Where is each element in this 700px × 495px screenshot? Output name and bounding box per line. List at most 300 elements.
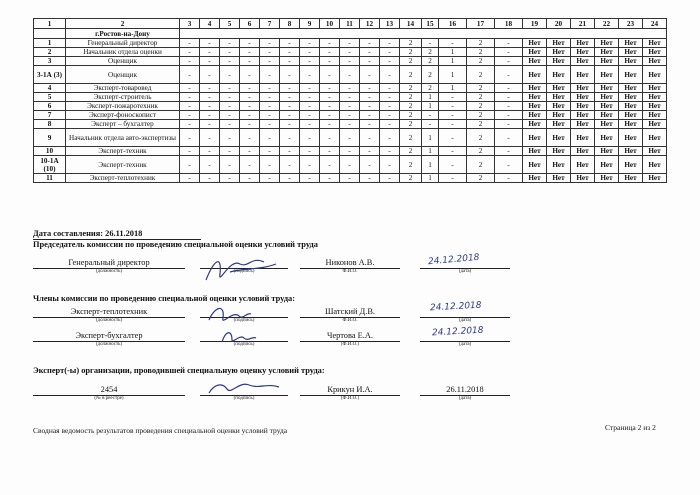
value-cell: Нет	[523, 48, 547, 57]
value-cell: Нет	[547, 39, 571, 48]
value-cell: -	[220, 129, 240, 147]
value-cell: -	[320, 174, 340, 183]
value-cell: -	[200, 147, 220, 156]
value-cell: -	[320, 102, 340, 111]
value-cell: -	[439, 174, 467, 183]
table-row	[34, 93, 667, 102]
row-number: 10-1А (10)	[34, 156, 66, 174]
value-cell: 2	[400, 66, 422, 84]
value-cell: -	[280, 102, 300, 111]
position-name: Эксперт-товаровед	[66, 84, 180, 93]
value-cell: -	[260, 120, 280, 129]
value-cell: -	[240, 174, 260, 183]
value-cell: Нет	[523, 66, 547, 84]
value-cell: -	[260, 84, 280, 93]
value-cell: -	[280, 66, 300, 84]
value-cell: Нет	[571, 66, 595, 84]
position-name: Оценщик	[66, 57, 180, 66]
value-cell: Нет	[523, 129, 547, 147]
value-cell: -	[280, 111, 300, 120]
header-cell: 9	[300, 19, 320, 29]
value-cell: -	[380, 147, 400, 156]
value-cell: Нет	[619, 111, 643, 120]
value-cell: Нет	[619, 48, 643, 57]
value-cell: Нет	[619, 39, 643, 48]
value-cell: Нет	[619, 102, 643, 111]
caption-signature: (подпись)	[233, 269, 255, 274]
value-cell: 2	[400, 39, 422, 48]
chairman-date-handwritten: 24.12.2018	[427, 252, 480, 268]
value-cell: Нет	[547, 129, 571, 147]
value-cell: -	[240, 129, 260, 147]
value-cell: Нет	[643, 84, 667, 93]
value-cell: -	[340, 156, 360, 174]
value-cell: Нет	[547, 48, 571, 57]
value-cell: 2	[467, 39, 495, 48]
value-cell: -	[220, 84, 240, 93]
header-cell: 8	[280, 19, 300, 29]
value-cell: -	[180, 57, 200, 66]
header-cell: 1	[34, 19, 66, 29]
value-cell: Нет	[571, 111, 595, 120]
position-name: Эксперт-пожаротехник	[66, 102, 180, 111]
value-cell: -	[320, 48, 340, 57]
caption-fio: (Ф.И.О.)	[340, 342, 360, 347]
value-cell: -	[380, 66, 400, 84]
value-cell: Нет	[571, 129, 595, 147]
value-cell: -	[300, 39, 320, 48]
value-cell: -	[495, 39, 523, 48]
value-cell: Нет	[595, 111, 619, 120]
value-cell: -	[320, 129, 340, 147]
expert-heading: Эксперт(-ы) организации, проводившей специальную оценку условий труда:	[33, 366, 325, 375]
expert-date: 26.11.2018	[446, 385, 484, 394]
value-cell: -	[380, 84, 400, 93]
value-cell: 1	[422, 156, 439, 174]
value-cell: -	[320, 147, 340, 156]
value-cell: Нет	[571, 102, 595, 111]
header-cell: 12	[360, 19, 380, 29]
value-cell: -	[340, 93, 360, 102]
row-number: 10	[34, 147, 66, 156]
value-cell: -	[320, 57, 340, 66]
value-cell: -	[320, 156, 340, 174]
value-cell: -	[422, 39, 439, 48]
value-cell: Нет	[547, 174, 571, 183]
value-cell: -	[260, 174, 280, 183]
value-cell: -	[280, 57, 300, 66]
value-cell: -	[320, 93, 340, 102]
value-cell: Нет	[571, 120, 595, 129]
value-cell: 2	[467, 156, 495, 174]
header-cell: 17	[467, 19, 495, 29]
caption-position: (должность)	[95, 342, 123, 347]
value-cell: -	[220, 48, 240, 57]
value-cell: -	[439, 120, 467, 129]
value-cell: Нет	[619, 57, 643, 66]
value-cell: -	[300, 84, 320, 93]
value-cell: -	[360, 39, 380, 48]
value-cell: Нет	[595, 93, 619, 102]
value-cell: -	[439, 102, 467, 111]
table-row	[34, 129, 667, 147]
header-cell: 4	[200, 19, 220, 29]
value-cell: 2	[467, 48, 495, 57]
value-cell: -	[260, 111, 280, 120]
value-cell: -	[240, 84, 260, 93]
value-cell: -	[240, 102, 260, 111]
value-cell: -	[380, 48, 400, 57]
value-cell: -	[180, 93, 200, 102]
value-cell: -	[340, 120, 360, 129]
value-cell: Нет	[547, 156, 571, 174]
value-cell: Нет	[619, 129, 643, 147]
value-cell: Нет	[619, 84, 643, 93]
value-cell: -	[260, 48, 280, 57]
value-cell: -	[495, 57, 523, 66]
value-cell: -	[380, 111, 400, 120]
value-cell: Нет	[643, 111, 667, 120]
value-cell: -	[220, 102, 240, 111]
position-name: Начальник отдела авто-экспертизы	[66, 129, 180, 147]
position-name: Генеральный директор	[66, 39, 180, 48]
value-cell: -	[495, 93, 523, 102]
value-cell: -	[240, 39, 260, 48]
value-cell: 1	[439, 66, 467, 84]
value-cell: -	[220, 147, 240, 156]
value-cell: -	[360, 111, 380, 120]
value-cell: 2	[400, 102, 422, 111]
expert-signature-icon	[205, 375, 285, 405]
value-cell: -	[280, 48, 300, 57]
value-cell: Нет	[643, 48, 667, 57]
value-cell: -	[340, 174, 360, 183]
header-cell: 7	[260, 19, 280, 29]
value-cell: -	[280, 84, 300, 93]
value-cell: -	[360, 174, 380, 183]
value-cell: 2	[400, 156, 422, 174]
value-cell: Нет	[523, 120, 547, 129]
value-cell: -	[180, 39, 200, 48]
value-cell: -	[320, 111, 340, 120]
value-cell: -	[300, 111, 320, 120]
value-cell: -	[260, 129, 280, 147]
value-cell: 2	[467, 111, 495, 120]
value-cell: Нет	[523, 39, 547, 48]
table-row	[34, 57, 667, 66]
value-cell: -	[380, 129, 400, 147]
value-cell: Нет	[619, 120, 643, 129]
value-cell: Нет	[547, 93, 571, 102]
value-cell: 2	[467, 129, 495, 147]
value-cell: -	[300, 174, 320, 183]
position-name: Эксперт-фоноскопист	[66, 111, 180, 120]
value-cell: -	[380, 39, 400, 48]
value-cell: 2	[400, 48, 422, 57]
page-number: Страница 2 из 2	[605, 423, 656, 432]
value-cell: -	[300, 57, 320, 66]
chairman-signature-icon	[200, 250, 280, 290]
value-cell: Нет	[619, 174, 643, 183]
value-cell: Нет	[523, 156, 547, 174]
value-cell: Нет	[547, 57, 571, 66]
value-cell: Нет	[571, 84, 595, 93]
value-cell: Нет	[547, 111, 571, 120]
value-cell: -	[495, 174, 523, 183]
value-cell: -	[340, 39, 360, 48]
value-cell: Нет	[523, 174, 547, 183]
value-cell: -	[260, 57, 280, 66]
value-cell: -	[220, 66, 240, 84]
value-cell: -	[220, 39, 240, 48]
value-cell: -	[495, 66, 523, 84]
header-cell: 18	[495, 19, 523, 29]
value-cell: -	[200, 93, 220, 102]
value-cell: Нет	[643, 93, 667, 102]
value-cell: 2	[422, 48, 439, 57]
value-cell: -	[300, 93, 320, 102]
value-cell: Нет	[523, 111, 547, 120]
value-cell: Нет	[595, 66, 619, 84]
header-cell: 19	[523, 19, 547, 29]
value-cell: 2	[400, 129, 422, 147]
caption-position: (должность)	[95, 318, 123, 323]
table-header-row	[34, 19, 667, 29]
value-cell: 2	[467, 174, 495, 183]
value-cell: 2	[422, 57, 439, 66]
value-cell: Нет	[571, 57, 595, 66]
value-cell: -	[340, 129, 360, 147]
member-2-position: Эксперт-бухгалтер	[75, 331, 143, 340]
caption-signature: (подпись)	[233, 396, 255, 401]
value-cell: -	[320, 39, 340, 48]
table-row	[34, 102, 667, 111]
value-cell: Нет	[547, 66, 571, 84]
value-cell: -	[300, 147, 320, 156]
value-cell: -	[200, 156, 220, 174]
value-cell: Нет	[595, 84, 619, 93]
value-cell: Нет	[595, 102, 619, 111]
value-cell: -	[220, 156, 240, 174]
value-cell: -	[200, 111, 220, 120]
value-cell: -	[439, 156, 467, 174]
row-number: 1	[34, 39, 66, 48]
value-cell: -	[280, 129, 300, 147]
header-cell: 24	[643, 19, 667, 29]
value-cell: 2	[467, 102, 495, 111]
value-cell: Нет	[643, 129, 667, 147]
table-row	[34, 147, 667, 156]
position-name: Эксперт-техник	[66, 147, 180, 156]
value-cell: -	[360, 102, 380, 111]
value-cell: -	[220, 174, 240, 183]
value-cell: -	[300, 48, 320, 57]
value-cell: -	[320, 84, 340, 93]
value-cell: -	[180, 66, 200, 84]
value-cell: Нет	[619, 147, 643, 156]
value-cell: -	[495, 102, 523, 111]
value-cell: -	[180, 147, 200, 156]
value-cell: Нет	[595, 48, 619, 57]
member-1-date-handwritten: 24.12.2018	[429, 300, 482, 314]
value-cell: 2	[400, 57, 422, 66]
table-row	[34, 120, 667, 129]
header-cell: 16	[439, 19, 467, 29]
row-number: 8	[34, 120, 66, 129]
value-cell: -	[200, 120, 220, 129]
value-cell: -	[240, 156, 260, 174]
value-cell: 1	[422, 93, 439, 102]
value-cell: 1	[439, 48, 467, 57]
value-cell: Нет	[619, 66, 643, 84]
value-cell: 2	[400, 147, 422, 156]
value-cell: -	[360, 120, 380, 129]
value-cell: -	[360, 84, 380, 93]
value-cell: -	[180, 120, 200, 129]
value-cell: Нет	[523, 147, 547, 156]
value-cell: -	[439, 111, 467, 120]
row-number: 3	[34, 57, 66, 66]
header-cell: 22	[595, 19, 619, 29]
value-cell: Нет	[643, 120, 667, 129]
value-cell: -	[300, 156, 320, 174]
value-cell: -	[495, 48, 523, 57]
row-number: 2	[34, 48, 66, 57]
caption-signature: (подпись)	[233, 318, 255, 323]
value-cell: -	[200, 84, 220, 93]
position-name: Эксперт-техник	[66, 156, 180, 174]
value-cell: -	[200, 174, 220, 183]
position-name: Эксперт – бухгалтер	[66, 120, 180, 129]
caption-fio: Ф.И.О.	[342, 269, 358, 274]
value-cell: -	[260, 156, 280, 174]
value-cell: 2	[467, 57, 495, 66]
value-cell: -	[280, 147, 300, 156]
value-cell: 2	[467, 147, 495, 156]
value-cell: -	[360, 93, 380, 102]
value-cell: Нет	[643, 174, 667, 183]
value-cell: -	[360, 57, 380, 66]
value-cell: 1	[422, 174, 439, 183]
chairman-heading: Председатель комиссии по проведению специальной оценки условий труда	[33, 240, 318, 249]
value-cell: 2	[467, 120, 495, 129]
value-cell: -	[320, 120, 340, 129]
value-cell: -	[495, 84, 523, 93]
value-cell: -	[340, 66, 360, 84]
value-cell: Нет	[643, 39, 667, 48]
value-cell: -	[200, 102, 220, 111]
position-name: Начальник отдела оценки	[66, 48, 180, 57]
value-cell: -	[340, 111, 360, 120]
org-name: г.Ростов-на-Дону	[66, 29, 180, 39]
row-number: 9	[34, 129, 66, 147]
value-cell: -	[320, 66, 340, 84]
value-cell: -	[380, 120, 400, 129]
chairman-fio: Никонов А.В.	[325, 258, 375, 267]
value-cell: Нет	[547, 147, 571, 156]
value-cell: -	[422, 120, 439, 129]
value-cell: Нет	[619, 93, 643, 102]
value-cell: 2	[422, 84, 439, 93]
value-cell: -	[240, 93, 260, 102]
member-2-fio: Чертова Е.А.	[327, 331, 373, 340]
value-cell: -	[260, 102, 280, 111]
caption-date: (дата)	[458, 269, 472, 274]
header-cell: 5	[220, 19, 240, 29]
value-cell: -	[200, 57, 220, 66]
value-cell: 1	[422, 129, 439, 147]
value-cell: -	[240, 120, 260, 129]
footer-title: Сводная ведомость результатов проведения специальной оценки условий труда	[33, 426, 288, 435]
value-cell: -	[300, 129, 320, 147]
header-cell: 6	[240, 19, 260, 29]
value-cell: -	[300, 66, 320, 84]
value-cell: -	[280, 174, 300, 183]
value-cell: Нет	[547, 102, 571, 111]
value-cell: 1	[439, 57, 467, 66]
member-2-date-handwritten: 24.12.2018	[431, 325, 484, 339]
value-cell: -	[180, 111, 200, 120]
value-cell: Нет	[643, 66, 667, 84]
value-cell: 2	[400, 111, 422, 120]
value-cell: -	[240, 147, 260, 156]
value-cell: -	[240, 57, 260, 66]
value-cell: -	[300, 120, 320, 129]
value-cell: -	[260, 39, 280, 48]
value-cell: Нет	[571, 174, 595, 183]
value-cell: Нет	[595, 156, 619, 174]
value-cell: 2	[422, 66, 439, 84]
value-cell: -	[180, 174, 200, 183]
member-2-signature-icon	[218, 326, 258, 348]
table-row	[34, 84, 667, 93]
value-cell: -	[340, 57, 360, 66]
value-cell: -	[180, 84, 200, 93]
value-cell: 1	[422, 102, 439, 111]
row-number: 5	[34, 93, 66, 102]
members-heading: Члены комиссии по проведению специальной оценки условий труда:	[33, 294, 296, 303]
value-cell: Нет	[571, 147, 595, 156]
value-cell: Нет	[571, 39, 595, 48]
date-compiled: Дата составления: 26.11.2018	[33, 229, 143, 238]
value-cell: -	[260, 66, 280, 84]
value-cell: -	[439, 129, 467, 147]
value-cell: Нет	[523, 57, 547, 66]
position-name: Эксперт-теплотехник	[66, 174, 180, 183]
value-cell: -	[260, 93, 280, 102]
header-cell: 2	[66, 19, 180, 29]
value-cell: -	[360, 48, 380, 57]
value-cell: -	[220, 120, 240, 129]
value-cell: -	[340, 48, 360, 57]
value-cell: -	[380, 174, 400, 183]
value-cell: -	[380, 93, 400, 102]
value-cell: -	[280, 156, 300, 174]
header-cell: 10	[320, 19, 340, 29]
caption-position: (должность)	[95, 269, 123, 274]
value-cell: -	[495, 129, 523, 147]
header-cell: 20	[547, 19, 571, 29]
caption-fio: (Ф.И.О.)	[340, 396, 360, 401]
value-cell: -	[200, 129, 220, 147]
member-1-fio: Шатский Д.В.	[324, 307, 376, 316]
expert-fio: Крикун И.А.	[327, 385, 373, 394]
value-cell: Нет	[595, 57, 619, 66]
caption-date: (дата)	[458, 396, 472, 401]
table-row	[34, 156, 667, 174]
value-cell: Нет	[643, 156, 667, 174]
row-number: 4	[34, 84, 66, 93]
